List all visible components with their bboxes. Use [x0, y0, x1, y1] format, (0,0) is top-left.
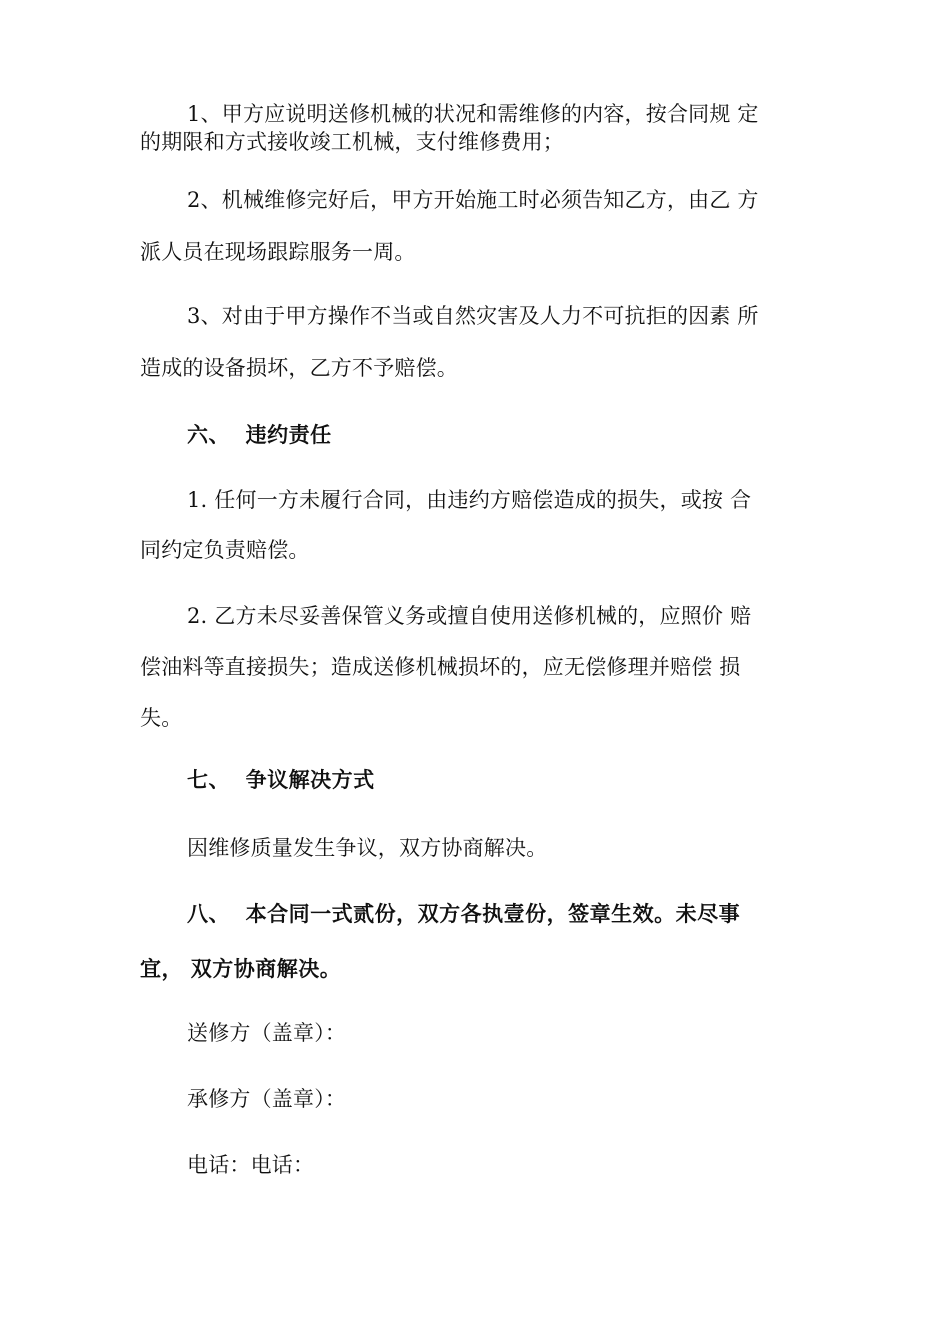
signature-repairer: 承修方（盖章）： [187, 1087, 347, 1111]
section7-body: 因维修质量发生争议，双方协商解决。 [187, 836, 548, 860]
section6-item1-line2: 同约定负责赔偿。 [140, 538, 310, 562]
clause5-item3-line1: 3、对由于甲方操作不当或自然灾害及人力不可抗拒的因素 所 [187, 304, 759, 328]
section6-item2-line3: 失。 [140, 706, 183, 730]
section6-heading: 六、 违约责任 [187, 423, 332, 447]
clause5-item1-line1: 1、甲方应说明送修机械的状况和需维修的内容，按合同规 定 [187, 102, 759, 126]
section6-item2-line2: 偿油料等直接损失；造成送修机械损坏的，应无偿修理并赔偿 损 [140, 655, 741, 679]
section7-heading: 七、 争议解决方式 [187, 768, 375, 792]
section8-line2: 宜， 双方协商解决。 [140, 957, 342, 981]
section6-item2-line1: 2. 乙方未尽妥善保管义务或擅自使用送修机械的，应照价 赔 [187, 604, 752, 628]
clause5-item1-line2: 的期限和方式接收竣工机械，支付维修费用； [140, 130, 564, 154]
signature-sender: 送修方（盖章）： [187, 1021, 347, 1045]
clause5-item3-line2: 造成的设备损坏，乙方不予赔偿。 [140, 356, 458, 380]
clause5-item2-line2: 派人员在现场跟踪服务一周。 [140, 240, 416, 264]
signature-phone: 电话：电话： [187, 1153, 315, 1177]
section8-line1: 八、 本合同一式贰份，双方各执壹份，签章生效。未尽事 [187, 902, 741, 926]
clause5-item2-line1: 2、机械维修完好后，甲方开始施工时必须告知乙方，由乙 方 [187, 188, 759, 212]
section6-item1-line1: 1. 任何一方未履行合同，由违约方赔偿造成的损失，或按 合 [187, 488, 752, 512]
